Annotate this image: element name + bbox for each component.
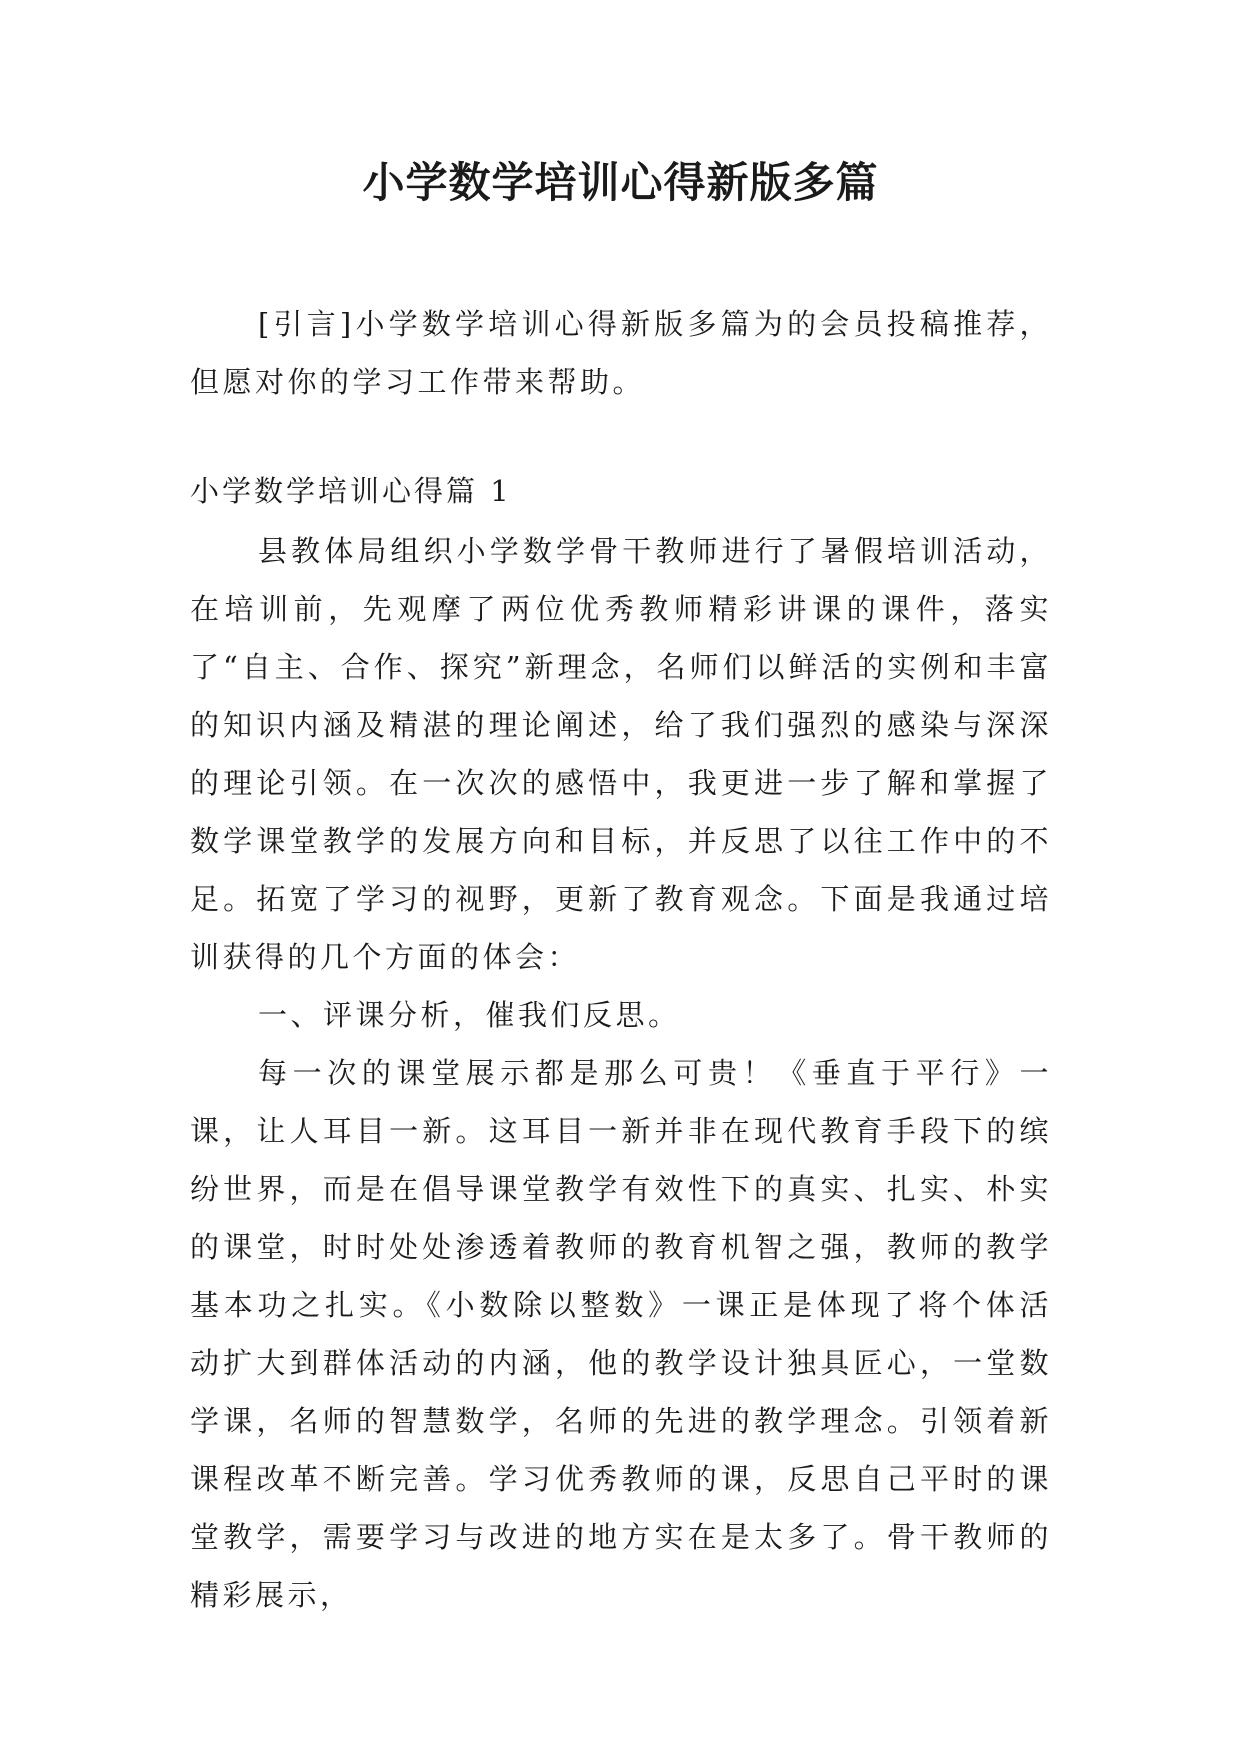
section-heading: 小学数学培训心得篇 1	[190, 474, 512, 508]
body-paragraph: 每一次的课堂展示都是那么可贵！《垂直于平行》一课，让人耳目一新。这耳目一新并非在现代教育手段下的缤纷世界，而是在倡导课堂教学有效性下的真实、扎实、朴实的课堂，时时处处渗透着教师的教育机智之强，教师的教学基本功之扎实。《小数除以整数》一课正是体现了将个体活动扩大到群体活动的内涵，他的教学设计独具匠心，一堂数学课，名师的智慧数学，名师的先进的教学理念。引领着新课程改革不断完善。学习优秀教师的课，反思自己平时的课堂教学，需要学习与改进的地方实在是太多了。骨干教师的精彩展示，	[190, 1056, 1052, 1612]
body-paragraph: 县教体局组织小学数学骨干教师进行了暑假培训活动，在培训前，先观摩了两位优秀教师精彩讲课的课件，落实了“自主、合作、探究”新理念，名师们以鲜活的实例和丰富的知识内涵及精湛的理论阐述，给了我们强烈的感染与深深的理论引领。在一次次的感悟中，我更进一步了解和掌握了数学课堂教学的发展方向和目标，并反思了以往工作中的不足。拓宽了学习的视野，更新了教育观念。下面是我通过培训获得的几个方面的体会：	[190, 534, 1052, 974]
document-title: 小学数学培训心得新版多篇	[362, 158, 879, 207]
subheading-paragraph: 一、评课分析，催我们反思。	[258, 998, 681, 1032]
intro-paragraph: [引言]小学数学培训心得新版多篇为的会员投稿推荐，但愿对你的学习工作带来帮助。	[190, 307, 1052, 399]
section-content	[190, 522, 1052, 1624]
